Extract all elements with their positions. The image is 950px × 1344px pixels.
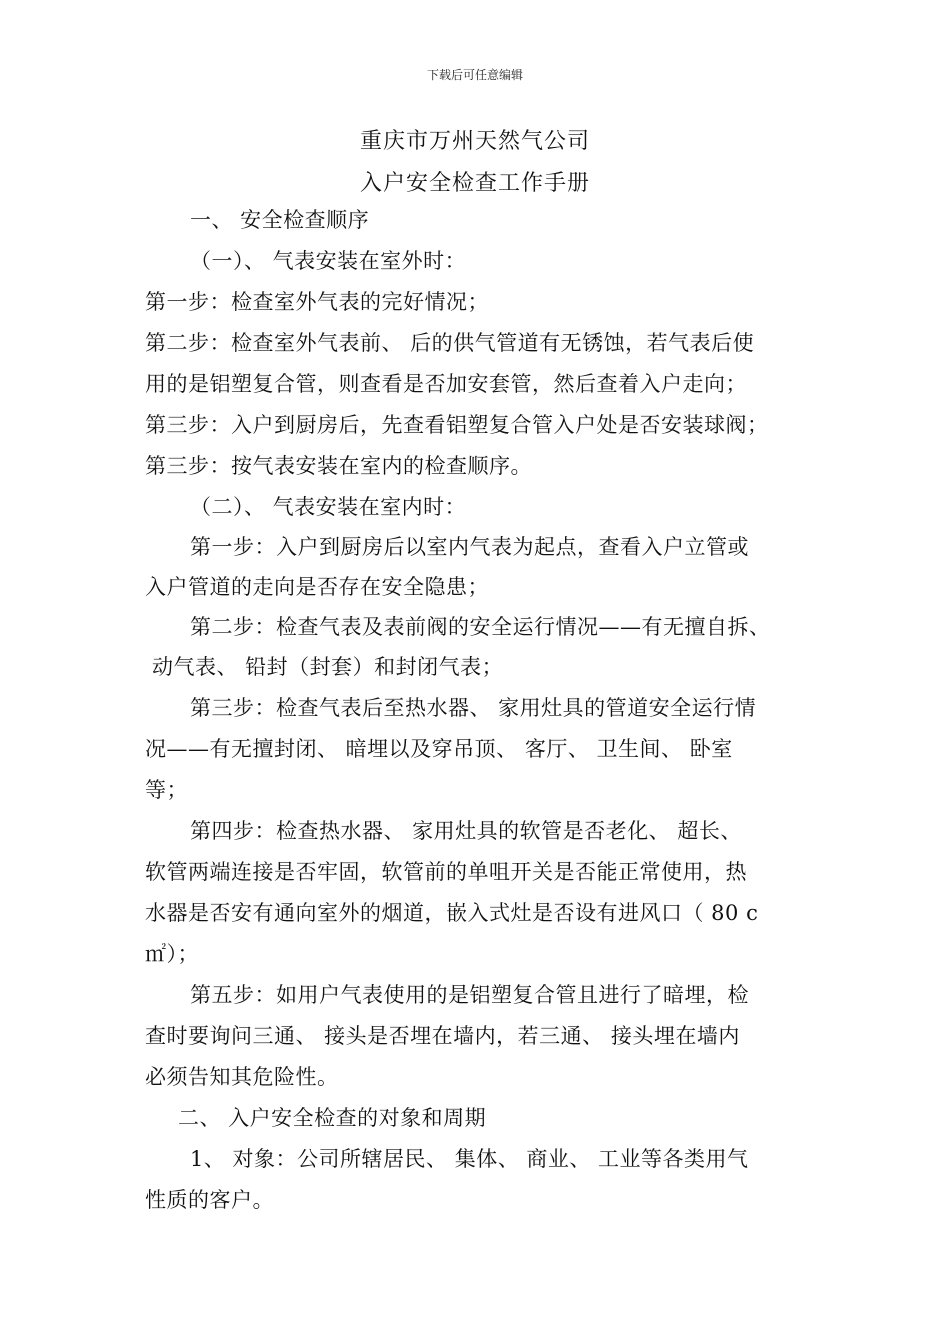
paragraph-line: 动气表、 铅封（封套）和封闭气表；	[152, 655, 504, 679]
section-heading-2: 二、 入户安全检查的对象和周期	[178, 1106, 487, 1130]
paragraph-line: 第二步：检查气表及表前阀的安全运行情况——有无擅自拆、	[190, 615, 771, 639]
paragraph-line: 必须告知其危险性。	[145, 1065, 339, 1089]
paragraph-line: 软管两端连接是否牢固，软管前的单咀开关是否能正常使用，热	[145, 860, 747, 884]
paragraph-line: 第三步：入户到厨房后，先查看铝塑复合管入户处是否安装球阀；	[145, 413, 769, 437]
paragraph-line: 第一步：入户到厨房后以室内气表为起点，查看入户立管或	[190, 535, 749, 559]
paragraph-line: 第四步：检查热水器、 家用灶具的软管是否老化、 超长、	[190, 819, 742, 843]
paragraph-line: 入户管道的走向是否存在安全隐患；	[145, 575, 489, 599]
paragraph-line: 等；	[145, 778, 188, 802]
document-title-company: 重庆市万州天然气公司	[359, 129, 590, 154]
paragraph-line: 水器是否安有通向室外的烟道，嵌入式灶是否设有进风口（ 80 c	[145, 901, 759, 925]
subsection-heading-outdoor: （一）、 气表安装在室外时：	[190, 249, 467, 273]
paragraph-line: ㎡）；	[145, 942, 199, 966]
header-note: 下载后可任意编辑	[426, 68, 523, 82]
paragraph-line: 1、 对象：公司所辖居民、 集体、 商业、 工业等各类用气	[190, 1147, 749, 1171]
paragraph-line: 况——有无擅封闭、 暗埋以及穿吊顶、 客厅、 卫生间、 卧室	[145, 737, 733, 761]
paragraph-line: 查时要询问三通、 接头是否埋在墙内，若三通、 接头埋在墙内	[145, 1024, 740, 1048]
paragraph-line: 第三步：检查气表后至热水器、 家用灶具的管道安全运行情	[190, 696, 757, 720]
paragraph-line: 用的是铝塑复合管，则查看是否加安套管，然后查着入户走向；	[145, 372, 747, 396]
paragraph-line: 第一步：检查室外气表的完好情况；	[145, 290, 489, 314]
section-heading-1: 一、 安全检查顺序	[190, 208, 370, 232]
subsection-heading-indoor: （二）、 气表安装在室内时：	[190, 495, 467, 519]
paragraph-line: 第三步：按气表安装在室内的检查顺序。	[145, 454, 532, 478]
document-title-manual: 入户安全检查工作手册	[359, 171, 590, 196]
paragraph-line: 性质的客户。	[145, 1188, 274, 1212]
paragraph-line: 第二步：检查室外气表前、 后的供气管道有无锈蚀，若气表后使	[145, 331, 755, 355]
paragraph-line: 第五步：如用户气表使用的是铝塑复合管且进行了暗埋，检	[190, 983, 749, 1007]
